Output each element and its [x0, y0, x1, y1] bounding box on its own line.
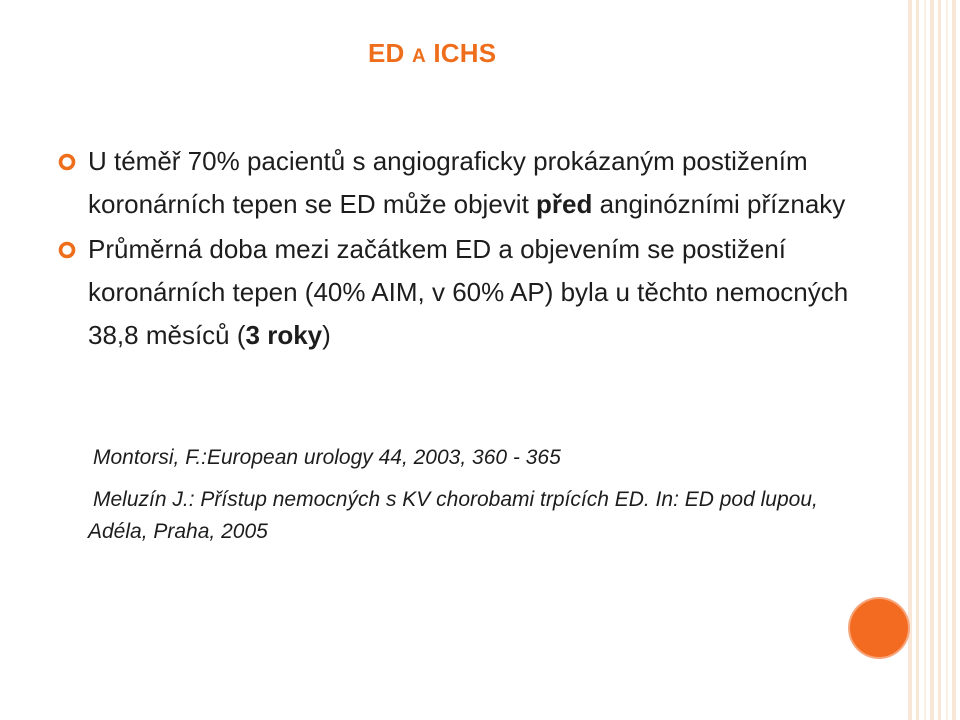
stripe: [908, 0, 912, 720]
stripe: [952, 0, 956, 720]
title-part-2: A: [411, 46, 426, 67]
reference-2: Meluzín J.: Přístup nemocných s KV chorobami trpících ED. In: ED pod lupou, Adéla, Praha, 2005: [88, 488, 818, 543]
decorative-stripes: [908, 0, 960, 720]
bullet-item: [58, 140, 888, 226]
references: [88, 443, 878, 548]
bullet-text-bold: před: [536, 189, 593, 219]
stripe: [924, 0, 926, 720]
bullet-text-after: anginózními příznaky: [592, 189, 846, 219]
bullet-text-bold: 3 roky: [245, 320, 323, 350]
bullet-text: [88, 146, 845, 219]
bullet-text-after: ): [322, 320, 331, 350]
slide-title: [368, 38, 496, 69]
bullet-item: [58, 228, 888, 357]
orange-circle: [850, 599, 908, 657]
title-part-3: ICHS: [433, 38, 497, 68]
bullet-text-before: U téměř 70% pacientů s angiograficky prokázaným postižením koronárních tepen se ED může objevit: [88, 146, 808, 219]
stripe: [938, 0, 941, 720]
bullet-text: [88, 234, 848, 350]
bullet-list: [58, 140, 888, 357]
title-part-1: ED: [368, 38, 405, 68]
stripe: [946, 0, 948, 720]
reference-1: Montorsi, F.:European urology 44, 2003, 360 - 365: [93, 446, 561, 469]
bullet-text-before: Průměrná doba mezi začátkem ED a objevením se postižení koronárních tepen (40% AIM, v 60% AP) byla u těchto nemocných 38,8 měsíců (: [88, 234, 849, 350]
stripe: [930, 0, 934, 720]
ring-bullet-icon: [58, 153, 76, 171]
stripe: [916, 0, 919, 720]
ring-bullet-icon: [58, 241, 76, 259]
